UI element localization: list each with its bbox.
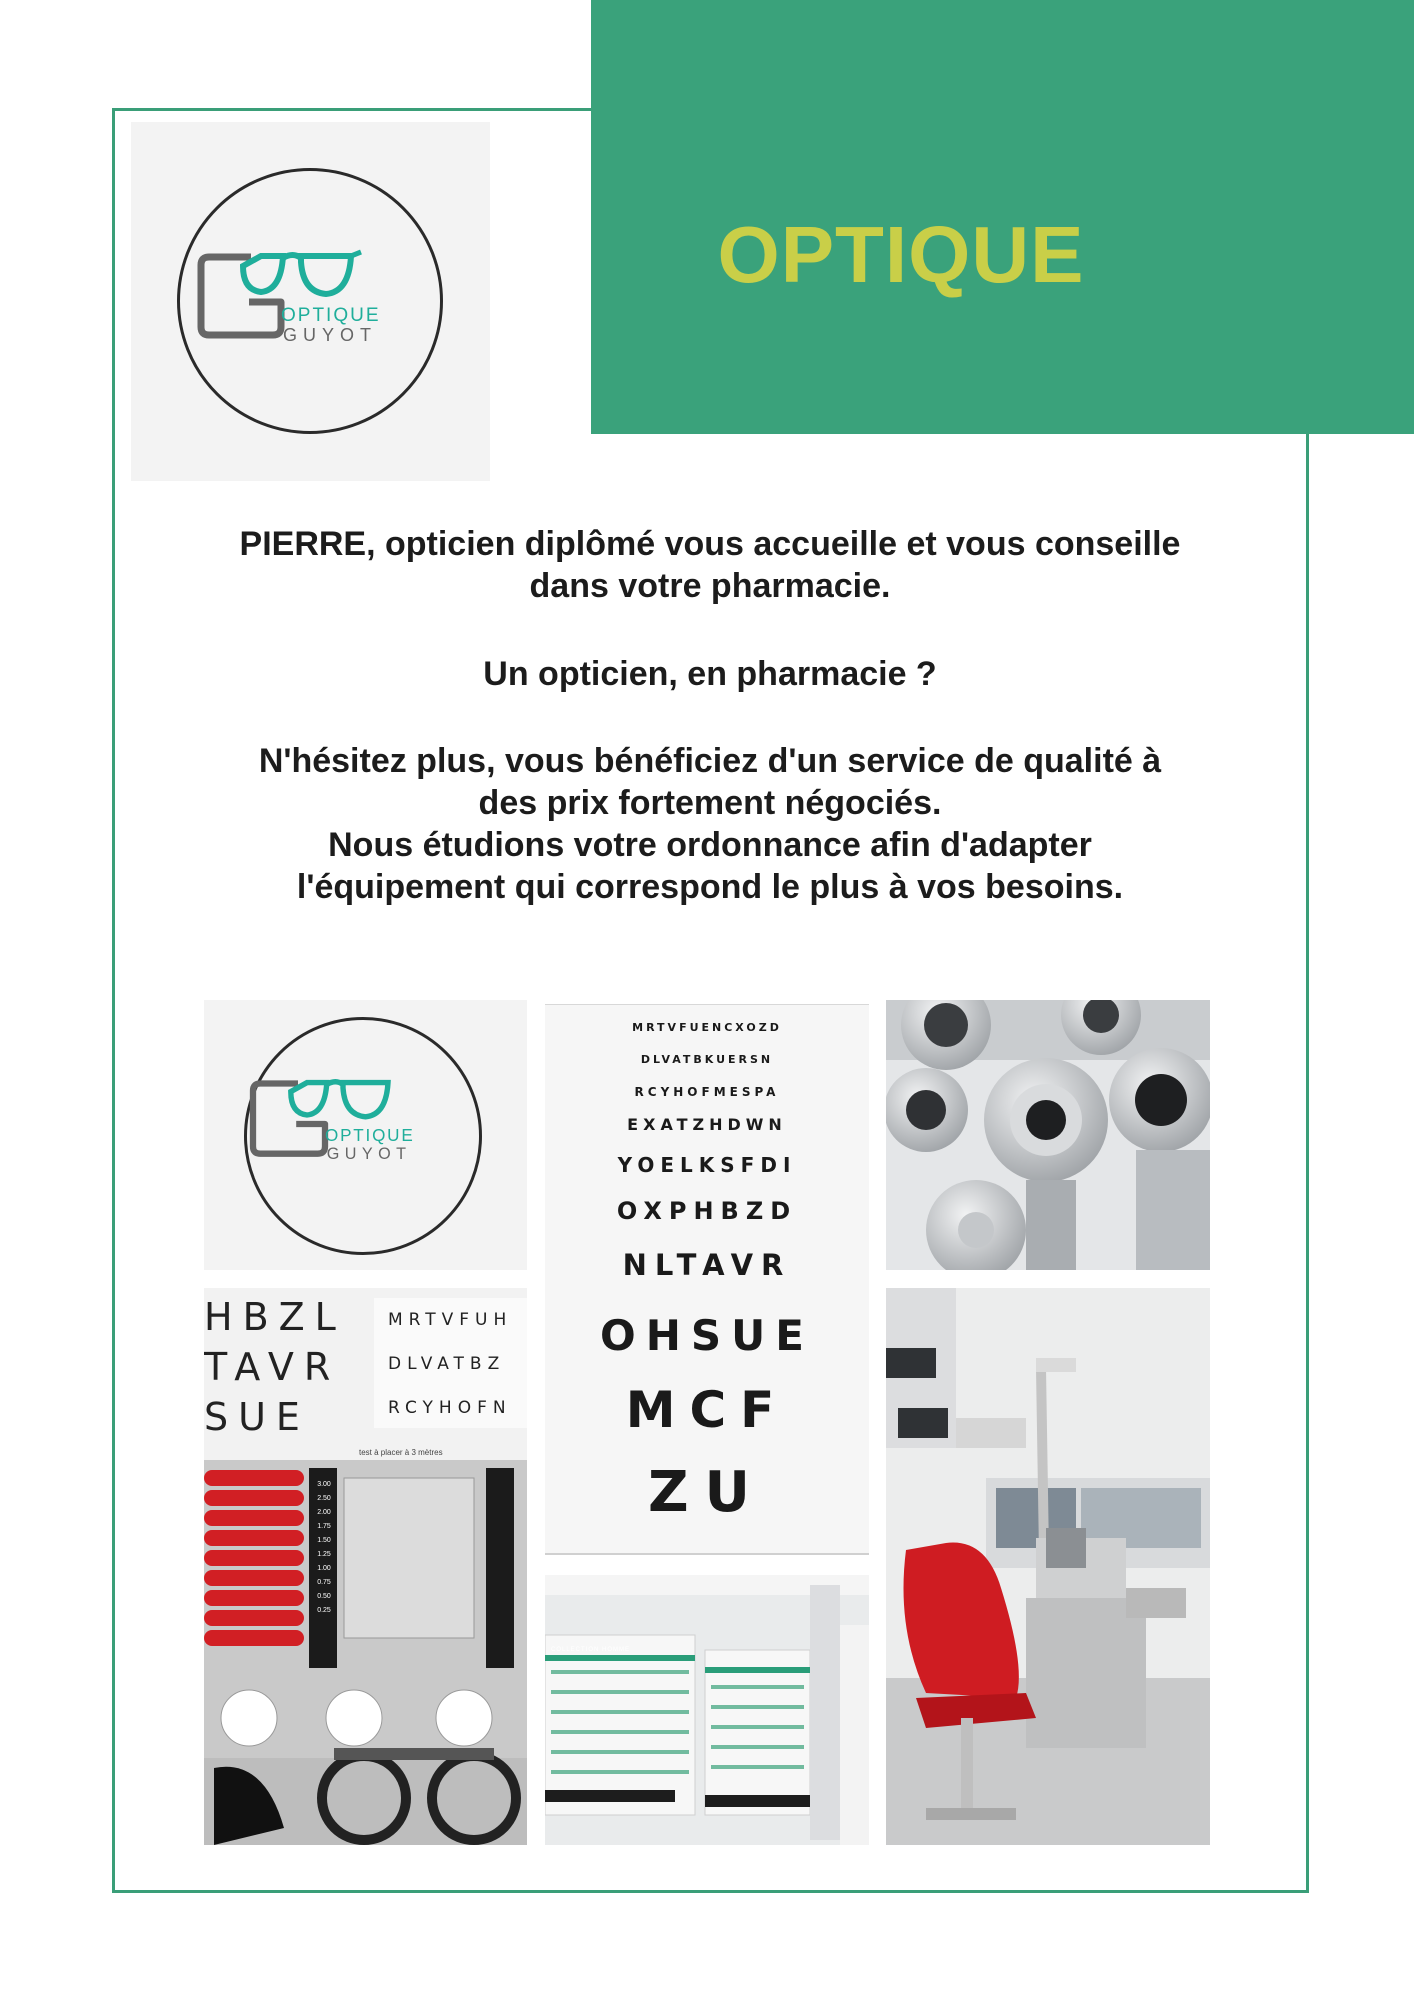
diopter-label: 0.75 xyxy=(317,1579,331,1586)
intro-line: PIERRE, opticien diplômé vous accueille et vous conseille xyxy=(239,525,1181,563)
glasses-logo-icon xyxy=(131,122,490,481)
logo-text-optique: OPTIQUE xyxy=(325,1126,415,1146)
eye-chart-line: OHSUE xyxy=(600,1311,814,1360)
lens-tray-icon xyxy=(204,1288,527,1845)
phoropter-photo xyxy=(886,1000,1210,1270)
logo-panel-top xyxy=(131,122,490,481)
logo-text-optique: OPTIQUE xyxy=(281,305,381,326)
service-line: l'équipement qui correspond le plus à vos besoins. xyxy=(296,868,1124,906)
chart-row: MRTVFUH xyxy=(388,1310,513,1330)
question-line: Un opticien, en pharmacie ? xyxy=(483,655,937,693)
logo-panel-collage xyxy=(204,1000,527,1270)
eye-chart-line: EXATZHDWN xyxy=(627,1115,787,1134)
service-line: Nous étudions votre ordonnance afin d'adapter xyxy=(328,826,1092,864)
diopter-label: 2.50 xyxy=(317,1495,331,1502)
chart-row: TAVR xyxy=(204,1345,341,1389)
service-paragraph xyxy=(140,740,1280,908)
eye-chart-line: YOELKSFDI xyxy=(617,1153,797,1177)
intro-line: dans votre pharmacie. xyxy=(529,567,891,605)
diopter-labels xyxy=(312,1478,336,1618)
chart-row: RCYHOFN xyxy=(388,1398,512,1418)
glasses-logo-icon xyxy=(204,1000,527,1270)
eye-chart-line: ZU xyxy=(647,1460,767,1525)
eye-chart-line: MRTVFUENCXOZD xyxy=(632,1021,782,1034)
diopter-label: 0.25 xyxy=(317,1607,331,1614)
chart-caption: test à placer à 3 mètres xyxy=(359,1448,443,1457)
chart-row: HBZL xyxy=(204,1295,346,1339)
page-title: OPTIQUE xyxy=(717,210,1085,299)
store-shelves-icon xyxy=(545,1575,869,1845)
diopter-label: 2.00 xyxy=(317,1509,331,1516)
diopter-label: 1.75 xyxy=(317,1523,331,1530)
store-display-photo xyxy=(545,1575,869,1845)
eye-chart-photo xyxy=(545,1004,869,1555)
diopter-label: 0.50 xyxy=(317,1593,331,1600)
service-line: des prix fortement négociés. xyxy=(478,784,942,822)
diopter-label: 1.00 xyxy=(317,1565,331,1572)
exam-room-photo xyxy=(886,1288,1210,1845)
logo-text-guyot: GUYOT xyxy=(283,325,378,345)
trial-lens-photo xyxy=(204,1288,527,1845)
eye-chart-line: RCYHOFMESPA xyxy=(634,1085,780,1099)
eye-chart-line: OXPHBZD xyxy=(616,1197,798,1225)
header-banner xyxy=(591,0,1414,434)
store-sign: COLLECTION HOMME xyxy=(551,1647,631,1653)
diopter-label: 3.00 xyxy=(317,1481,331,1488)
service-line: N'hésitez plus, vous bénéficiez d'un service de qualité à xyxy=(258,742,1162,780)
chart-row: DLVATBZ xyxy=(388,1354,506,1374)
intro-paragraph xyxy=(140,523,1280,607)
eye-chart-line: DLVATBKUERSN xyxy=(640,1053,774,1066)
question-text xyxy=(140,653,1280,695)
eye-chart-line: NLTAVR xyxy=(622,1248,792,1282)
chart-row: SUE xyxy=(204,1395,310,1439)
logo-text-guyot: GUYOT xyxy=(326,1145,412,1164)
eye-chart-line: MCF xyxy=(625,1381,789,1439)
exam-room-icon xyxy=(886,1288,1210,1845)
diopter-label: 1.50 xyxy=(317,1537,331,1544)
diopter-label: 1.25 xyxy=(317,1551,331,1558)
phoropter-icon xyxy=(886,1000,1210,1270)
